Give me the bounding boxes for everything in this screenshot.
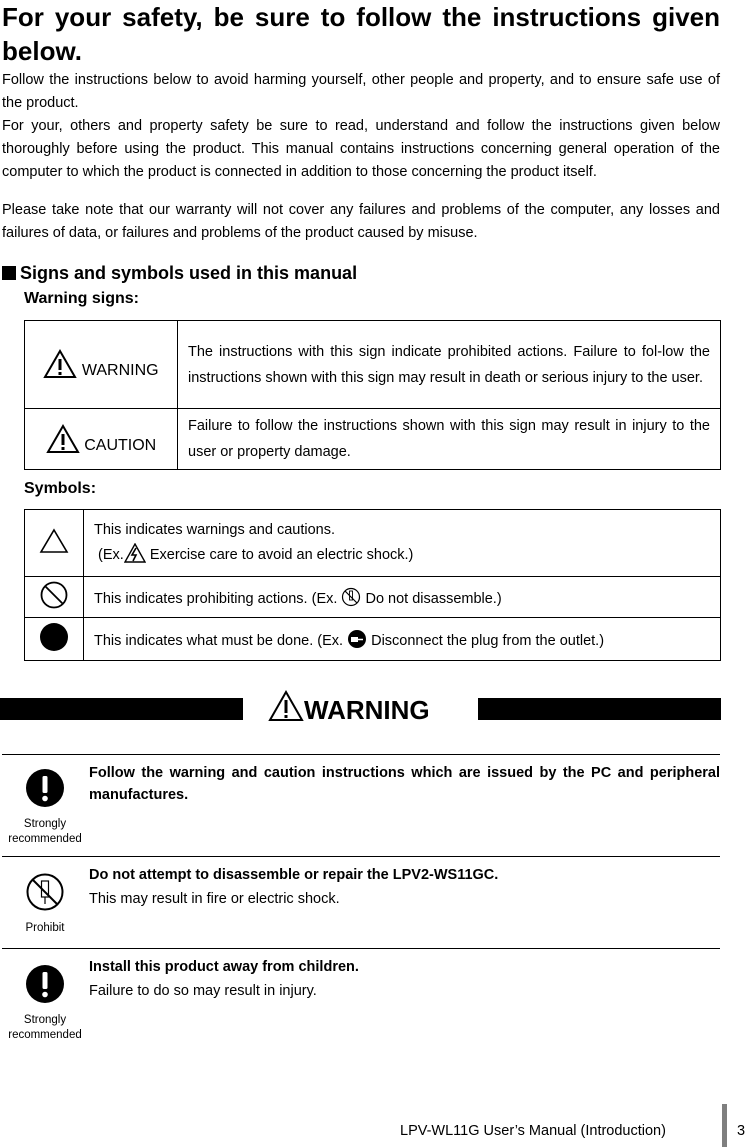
empty-triangle-icon [39, 528, 69, 554]
intro-paragraph-1: Follow the instructions below to avoid harming yourself, other people and property, and to ensure safe use of the product. [2, 72, 720, 111]
warning-sign-label: WARNING [81, 362, 159, 379]
caution-sign-row [25, 409, 721, 470]
item-icon-2 [4, 872, 86, 936]
warning-sign-row [25, 321, 721, 409]
warning-sign-description: The instructions with this sign indicate prohibited actions. Failure to fol-low the instructions shown with this sign may result in death or serious injury to the user. [178, 321, 721, 409]
no-disassemble-icon [25, 872, 65, 912]
symbol-description [84, 510, 721, 577]
black-square-icon [2, 266, 16, 280]
symbol-row-caution [25, 510, 721, 577]
item-heading: Do not attempt to disassemble or repair the LPV2-WS11GC. [89, 867, 499, 883]
item-icon-label: Prohibit [25, 922, 65, 934]
item-text-1 [89, 762, 720, 806]
symbol-row1-line1: This indicates warnings and cautions. [94, 522, 335, 538]
item-heading: Install this product away from children. [89, 959, 359, 975]
example-prefix: (Ex. [98, 547, 124, 563]
warning-triangle-icon [268, 690, 304, 722]
no-disassemble-icon [341, 587, 361, 607]
footer-separator [722, 1104, 727, 1147]
mandatory-exclamation-icon [25, 768, 65, 808]
intro-paragraph-2: For your, others and property safety be sure to read, understand and follow the instructions given below thoroughly before using the product. This manual contains instructions concerning general operation of the computer to which the product is connected in addition to those concerning the product itself. [2, 118, 720, 180]
banner-bar-left [0, 698, 243, 720]
intro-paragraph-3: Please take note that our warranty will not cover any failures and problems of the computer, any losses and failures of data, or failures and problems of the product caused by misuse. [2, 202, 720, 241]
symbols-table [24, 509, 721, 661]
banner-bar-right [478, 698, 721, 720]
example-text: Exercise care to avoid an electric shock.) [149, 547, 414, 563]
footer-manual-title: LPV-WL11G User’s Manual (Introduction) [400, 1123, 666, 1139]
warning-banner-text: WARNING [304, 695, 430, 725]
symbol-cell [25, 577, 84, 618]
divider [2, 948, 720, 949]
item-icon-3 [4, 964, 86, 1043]
symbol-row3-text: This indicates what must be done. (Ex. [94, 633, 344, 649]
divider [2, 754, 720, 755]
divider [2, 856, 720, 857]
section-heading [2, 262, 357, 284]
electric-shock-icon [124, 543, 146, 563]
symbol-row-mandatory [25, 618, 721, 661]
warning-banner [268, 690, 430, 727]
item-icon-1 [4, 768, 86, 847]
symbol-row2-example: Do not disassemble.) [365, 591, 502, 607]
filled-circle-icon [39, 622, 69, 652]
item-icon-label: Strongly recommended [8, 818, 82, 845]
item-heading: Follow the warning and caution instructions which are issued by the PC and peripheral manufactures. [89, 765, 720, 803]
symbol-description [84, 618, 721, 661]
caution-triangle-icon [46, 424, 80, 454]
symbol-description [84, 577, 721, 618]
page-number: 3 [737, 1123, 746, 1139]
symbol-cell [25, 618, 84, 661]
item-icon-label: Strongly recommended [8, 1014, 82, 1041]
warning-signs-table [24, 320, 721, 470]
item-text-2 [89, 864, 720, 910]
warning-triangle-icon [43, 349, 77, 379]
caution-sign-label: CAUTION [84, 436, 157, 454]
item-body: Failure to do so may result in injury. [89, 983, 317, 999]
symbol-row1-line2 [94, 542, 710, 568]
unplug-icon [347, 629, 367, 649]
section-heading-text: Signs and symbols used in this manual [20, 263, 358, 283]
caution-sign-description: Failure to follow the instructions shown with this sign may result in injury to the user or property damage. [178, 409, 721, 470]
page-title: For your safety, be sure to follow the instructions given below. [2, 2, 720, 66]
prohibition-icon [39, 580, 69, 610]
symbol-row-prohibit [25, 577, 721, 618]
item-text-3 [89, 956, 720, 1002]
symbol-row3-example: Disconnect the plug from the outlet.) [371, 633, 605, 649]
warning-sign-cell [25, 321, 178, 409]
mandatory-exclamation-icon [25, 964, 65, 1004]
warning-signs-label: Warning signs: [24, 290, 139, 307]
symbol-cell [25, 510, 84, 577]
caution-sign-cell [25, 409, 178, 470]
item-body: This may result in fire or electric shock. [89, 891, 340, 907]
symbols-label: Symbols: [24, 480, 97, 497]
symbol-row2-text: This indicates prohibiting actions. (Ex. [94, 591, 338, 607]
